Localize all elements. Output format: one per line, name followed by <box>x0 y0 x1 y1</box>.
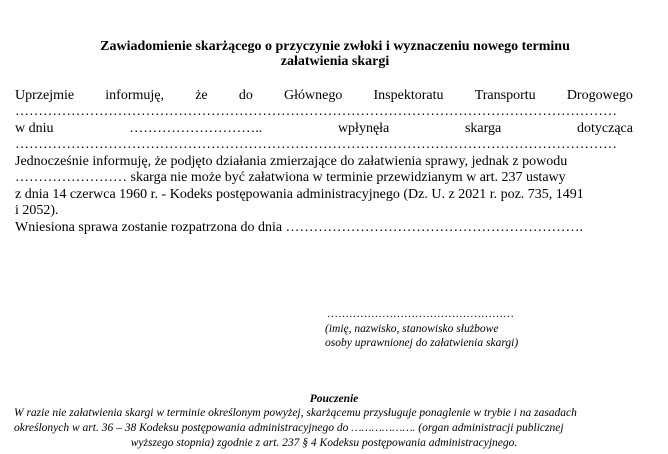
signature-caption-line-2: osoby uprawnionej do załatwienia skargi) <box>325 337 519 349</box>
word: do <box>238 88 253 103</box>
word: Uprzejmie <box>15 88 75 103</box>
paragraph-line-3 <box>15 121 633 137</box>
signature-dots: …………………………………………… <box>327 308 514 320</box>
pouczenie-line-2: określonych w art. 36 – 38 Kodeksu postępowania administracyjnego do ………………. (organ administracji publicznej <box>14 422 564 434</box>
fill-in-dots-line-2: ………………………………………………………………………………………………………………… <box>15 104 617 119</box>
pouczenie-line-3: wyższego stopnia) zgodnie z art. 237 § 4 Kodeksu postępowania administracyjnego. <box>130 437 518 449</box>
paragraph-line-7: z dnia 14 czerwca 1960 r. - Kodeks postępowania administracyjnego (Dz. U. z 2021 r. poz. 735, 1491 <box>15 187 584 202</box>
text-wplynela: wpłynęła <box>337 121 390 136</box>
text-skarga: skarga <box>464 121 502 136</box>
paragraph-line-6: …………………… skarga nie może być załatwiona w terminie przewidzianym w art. 237 ustawy <box>15 170 566 185</box>
signature-caption-line-1: (imię, nazwisko, stanowisko służbowe <box>325 323 499 335</box>
word: Drogowego <box>566 88 633 103</box>
word: że <box>195 88 208 103</box>
fill-in-dots-line-4: ………………………………………………………………………………………………………………… <box>15 137 617 152</box>
word: Transportu <box>474 88 536 103</box>
paragraph-line-9: Wniesiona sprawa zostanie rozpatrzona do dnia ………………………………………………………. <box>15 220 584 235</box>
word: Inspektoratu <box>373 88 444 103</box>
pouczenie-heading: Pouczenie <box>309 393 359 405</box>
paragraph-line-1 <box>15 88 633 104</box>
text-w-dniu: w dniu <box>15 121 54 136</box>
document-title-line-1: Zawiadomienie skarżącego o przyczynie zwłoki i wyznaczeniu nowego terminu <box>100 39 570 54</box>
paragraph-line-8: i 2052). <box>15 203 59 218</box>
word: Głównego <box>284 88 343 103</box>
word: informuję, <box>105 88 164 103</box>
date-fill-dots: ……………………….. <box>129 121 263 136</box>
document-title-line-2: załatwienia skargi <box>280 54 390 69</box>
paragraph-line-5: Jednocześnie informuję, że podjęto działania zmierzające do załatwienia sprawy, jednak z powodu <box>15 154 568 169</box>
text-dotyczaca: dotycząca <box>577 121 633 136</box>
pouczenie-line-1: W razie nie załatwienia skargi w terminie określonym powyżej, skarżącemu przysługuje ponaglenie w trybie i na zasadach <box>14 407 577 419</box>
